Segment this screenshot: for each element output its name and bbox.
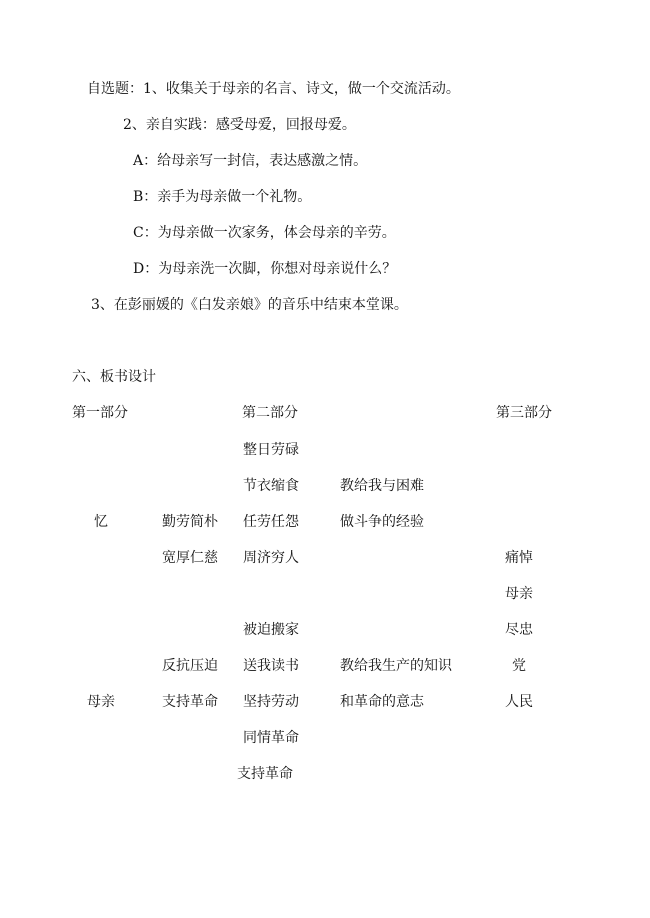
event-item: 周济穷人 (243, 550, 299, 566)
board-heading: 六、板书设计 (72, 369, 156, 385)
trait-diligent: 勤劳简朴 (162, 514, 218, 530)
trait-support: 支持革命 (162, 694, 218, 710)
practice-activity: 2、亲自实践：感受母爱，回报母爱。 (123, 117, 356, 133)
trait-resist: 反抗压迫 (162, 658, 218, 674)
event-item: 节衣缩食 (243, 478, 299, 494)
lesson-one-line-two: 做斗争的经验 (340, 514, 424, 530)
closing-activity: 3、在彭丽媛的《白发亲娘》的音乐中结束本堂课。 (91, 297, 408, 313)
option-c: C：为母亲做一次家务，体会母亲的辛劳。 (133, 225, 396, 241)
event-item: 任劳任怨 (243, 514, 299, 530)
event-item: 整日劳碌 (243, 442, 299, 458)
option-a: A：给母亲写一封信，表达感激之情。 (133, 153, 368, 169)
option-b: B：亲手为母亲做一个礼物。 (133, 189, 312, 205)
feeling-item: 尽忠 (505, 622, 533, 638)
option-d: D：为母亲洗一次脚，你想对母亲说什么？ (133, 261, 397, 277)
part-one-header: 第一部分 (72, 405, 128, 421)
event-item: 被迫搬家 (243, 622, 299, 638)
recall-label: 忆 (94, 514, 108, 530)
event-item: 同情革命 (243, 730, 299, 746)
event-item: 坚持劳动 (243, 694, 299, 710)
feeling-item: 痛悼 (505, 550, 533, 566)
event-item: 送我读书 (243, 658, 299, 674)
trait-kind: 宽厚仁慈 (162, 550, 218, 566)
event-item: 支持革命 (237, 766, 293, 782)
part-three-header: 第三部分 (496, 405, 552, 421)
feeling-item: 母亲 (505, 586, 533, 602)
lesson-two-line-one: 教给我生产的知识 (340, 658, 452, 674)
feeling-item: 党 (512, 658, 526, 674)
optional-activity: 自选题：1、收集关于母亲的名言、诗文，做一个交流活动。 (87, 81, 460, 97)
mother-label: 母亲 (87, 694, 115, 710)
lesson-two-line-two: 和革命的意志 (340, 694, 424, 710)
part-two-header: 第二部分 (242, 405, 298, 421)
feeling-item: 人民 (505, 694, 533, 710)
lesson-one-line-one: 教给我与困难 (340, 478, 424, 494)
